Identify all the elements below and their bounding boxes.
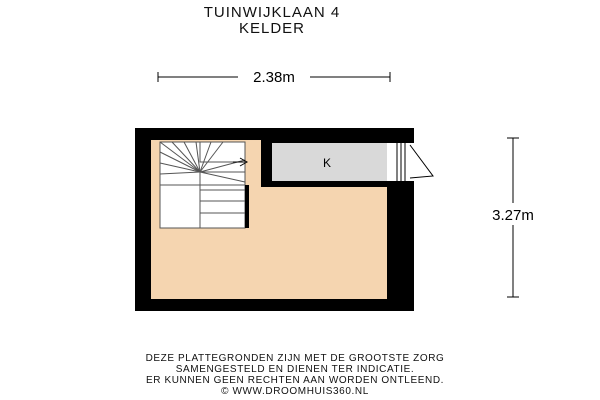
floor-name: KELDER [238, 20, 306, 37]
storage-label: K [322, 156, 332, 170]
disclaimer-line-3: ER KUNNEN GEEN RECHTEN AAN WORDEN ONTLEEND. [145, 375, 445, 386]
disclaimer-line-1: DEZE PLATTEGRONDEN ZIJN MET DE GROOTSTE ZORG [145, 353, 445, 364]
height-dimension [480, 138, 546, 297]
staircase [160, 142, 249, 228]
address-title: TUINWIJKLAAN 4 [203, 4, 341, 21]
width-dimension [158, 66, 390, 86]
height-label: 3.27m [492, 207, 534, 224]
copyright-text: © WWW.DROOMHUIS360.NL [221, 386, 369, 397]
width-label: 2.38m [253, 69, 295, 86]
disclaimer-line-2: SAMENGESTELD EN DIENEN TER INDICATIE. [175, 364, 415, 375]
